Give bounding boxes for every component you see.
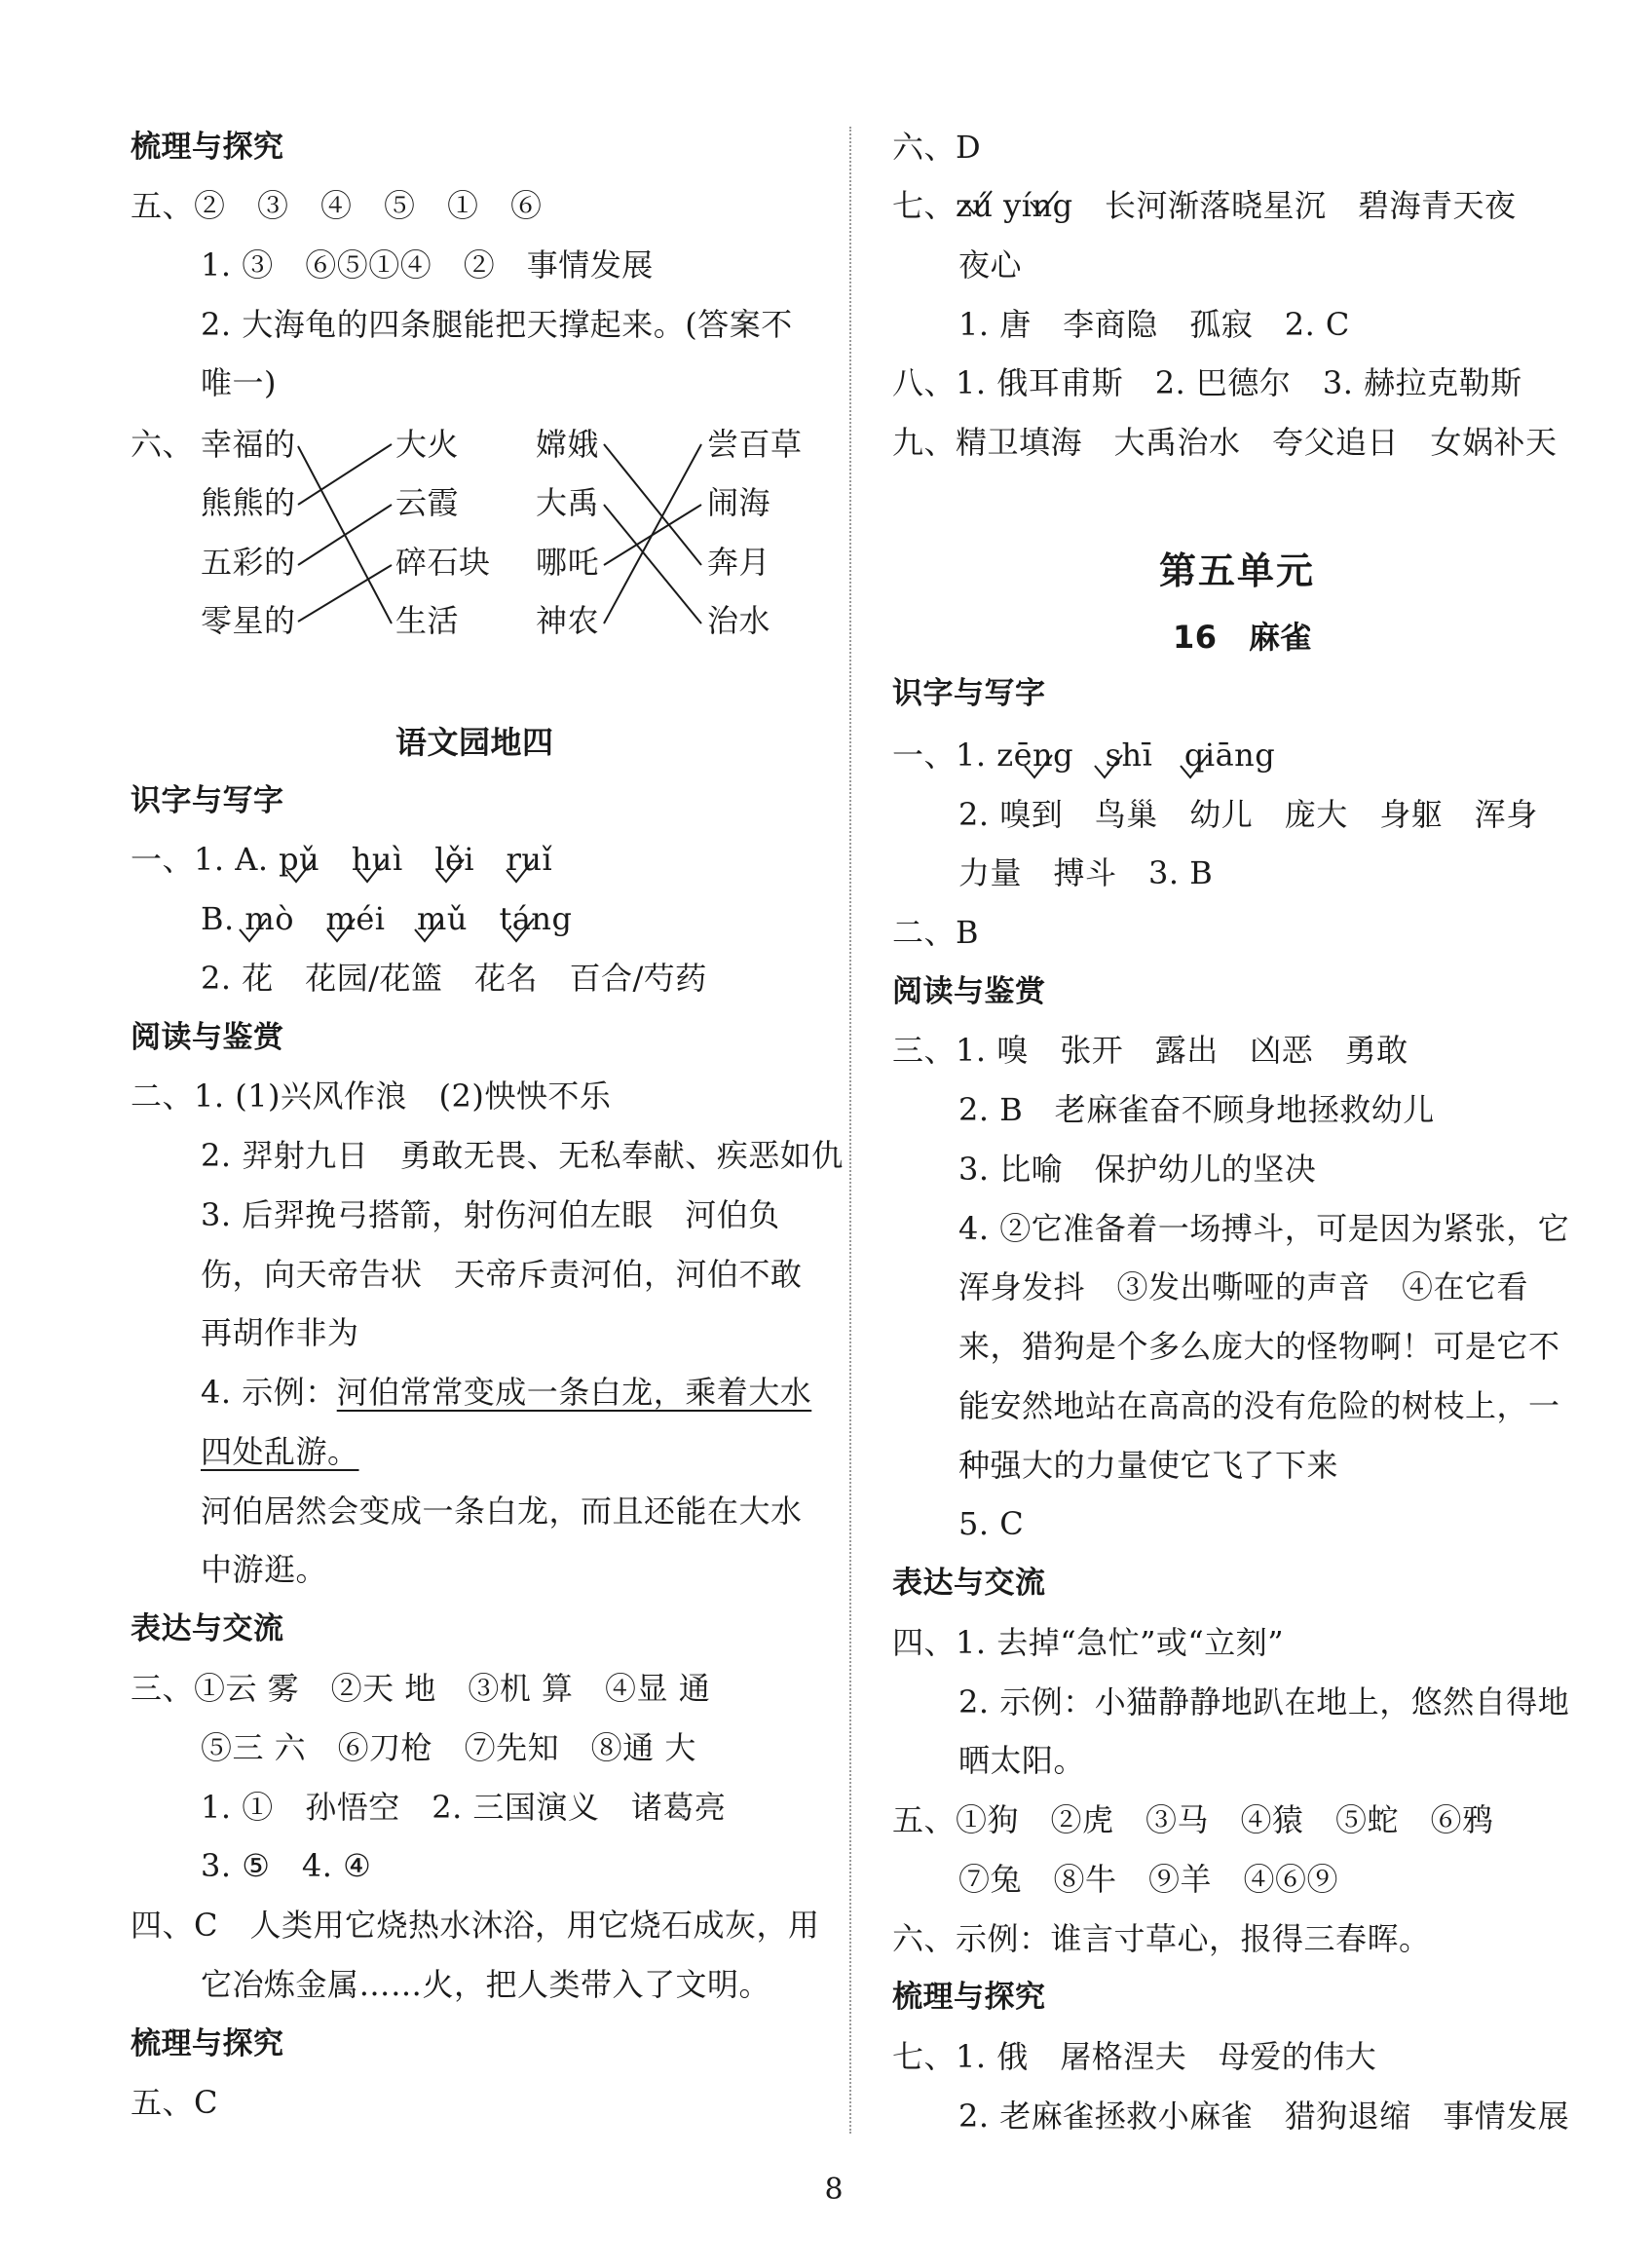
answer-line: 力量 搏斗 3. B bbox=[958, 854, 1214, 891]
answer-line: 浑身发抖 ③发出嘶哑的声音 ④在它看 bbox=[958, 1268, 1529, 1305]
answer-line: 它冶炼金属……火，把人类带入了文明。 bbox=[201, 1966, 771, 2003]
answer-line: 晒太阳。 bbox=[958, 1742, 1086, 1779]
answer-line: 六、示例：谁言寸草心，报得三春晖。 bbox=[892, 1920, 1431, 1957]
answer-line: 九、精卫填海 大禹治水 夸父追日 女娲补天 bbox=[892, 424, 1558, 461]
answer-line: 二、1. (1)兴风作浪 (2)怏怏不乐 bbox=[131, 1077, 612, 1115]
answer-line: 中游逛。 bbox=[201, 1551, 328, 1588]
section-heading: 识字与写字 bbox=[131, 783, 284, 818]
answer-line: B. mò méi mǔ táng bbox=[201, 900, 573, 937]
match-left-item: 神农 bbox=[536, 602, 600, 639]
answer-line: 五、C bbox=[131, 2084, 218, 2121]
match-left-item: 熊熊的 bbox=[201, 484, 296, 521]
answer-line: 唯一) bbox=[201, 364, 277, 401]
match-line bbox=[298, 565, 392, 622]
answer-line: 2. B 老麻雀奋不顾身地拯救幼儿 bbox=[958, 1091, 1435, 1128]
match-line bbox=[298, 505, 392, 565]
answer-line: 一、1. A. pǔ huì lěi ruǐ bbox=[131, 841, 553, 878]
answer-line: ⑤三 六 ⑥刀枪 ⑦先知 ⑧通 大 bbox=[201, 1729, 696, 1766]
unit-title: 第五单元 bbox=[1159, 548, 1316, 592]
lesson-title: 16 麻雀 bbox=[1173, 619, 1313, 656]
answer-line: 二、B bbox=[892, 914, 980, 951]
match-left-item: 五彩的 bbox=[201, 544, 296, 581]
section-heading: 梳理与探究 bbox=[892, 1980, 1046, 2015]
match-line bbox=[604, 444, 701, 565]
answer-line: 三、①云 雾 ②天 地 ③机 算 ④显 通 bbox=[131, 1670, 711, 1707]
match-line bbox=[604, 444, 701, 624]
answer-line: 1. ① 孙悟空 2. 三国演义 诸葛亮 bbox=[201, 1789, 727, 1826]
answer-line: ⑦兔 ⑧牛 ⑨羊 ④⑥⑨ bbox=[958, 1861, 1339, 1898]
match-right-item: 治水 bbox=[707, 602, 771, 639]
underlined-sentence: 四处乱游。 bbox=[201, 1433, 359, 1470]
section-heading: 梳理与探究 bbox=[131, 130, 284, 165]
answer-line: 4. ②它准备着一场搏斗，可是因为紧张，它 bbox=[958, 1210, 1570, 1247]
answer-line: 3. 后羿挽弓搭箭，射伤河伯左眼 河伯负 bbox=[201, 1196, 780, 1233]
answer-line: 四、C 人类用它烧热水沐浴，用它烧石成灰，用 bbox=[131, 1907, 820, 1944]
answer-line: 2. 示例：小猫静静地趴在地上，悠然自得地 bbox=[958, 1683, 1570, 1720]
match-left-item: 嫦娥 bbox=[536, 426, 600, 463]
answer-line: 来，猎狗是个多么庞大的怪物啊！可是它不 bbox=[958, 1328, 1560, 1365]
match-right-item: 闹海 bbox=[707, 484, 771, 521]
matching-prefix: 六、 bbox=[131, 426, 195, 463]
match-right-item: 碎石块 bbox=[395, 544, 491, 581]
match-right-item: 尝百草 bbox=[707, 426, 803, 463]
answer-line: 八、1. 俄耳甫斯 2. 巴德尔 3. 赫拉克勒斯 bbox=[892, 364, 1522, 401]
answer-line bbox=[201, 1373, 811, 1412]
answer-line: 1. ③ ⑥⑤①④ ② 事情发展 bbox=[201, 246, 654, 284]
answer-line: 六、D bbox=[892, 129, 982, 166]
answer-line: 夜心 bbox=[958, 246, 1023, 284]
match-left-item: 幸福的 bbox=[201, 426, 296, 463]
match-left-item: 哪吒 bbox=[536, 544, 600, 581]
answer-line: 七、zú yíng 长河渐落晓星沉 碧海青天夜 bbox=[892, 187, 1517, 224]
section-title: 语文园地四 bbox=[395, 724, 554, 761]
answer-line: 2. 老麻雀拯救小麻雀 猎狗退缩 事情发展 bbox=[958, 2098, 1570, 2135]
page-number: 8 bbox=[824, 2173, 844, 2207]
answer-line: 5. C bbox=[958, 1505, 1025, 1542]
answer-line: 3. ⑤ 4. ④ bbox=[201, 1847, 372, 1884]
example-prefix: 4. 示例： bbox=[201, 1374, 337, 1411]
answer-line: 1. 唐 李商隐 孤寂 2. C bbox=[958, 306, 1350, 343]
answer-line: 七、1. 俄 屠格涅夫 母爱的伟大 bbox=[892, 2038, 1377, 2075]
answer-line: 再胡作非为 bbox=[201, 1314, 359, 1351]
answer-line: 能安然地站在高高的没有危险的树枝上，一 bbox=[958, 1387, 1560, 1424]
section-heading: 识字与写字 bbox=[892, 676, 1046, 711]
answer-line: 3. 比喻 保护幼儿的坚决 bbox=[958, 1151, 1317, 1188]
answer-line: 三、1. 嗅 张开 露出 凶恶 勇敢 bbox=[892, 1032, 1408, 1069]
section-heading: 表达与交流 bbox=[131, 1611, 284, 1646]
section-heading: 梳理与探究 bbox=[131, 2026, 284, 2061]
answer-line: 河伯居然会变成一条白龙，而且还能在大水 bbox=[201, 1493, 803, 1530]
answer-line: 一、1. zēng shī qiāng bbox=[892, 737, 1276, 774]
match-right-item: 生活 bbox=[395, 602, 460, 639]
answer-line: 五、①狗 ②虎 ③马 ④猿 ⑤蛇 ⑥鸦 bbox=[892, 1801, 1494, 1838]
column-divider bbox=[849, 127, 851, 2134]
match-line bbox=[604, 505, 701, 624]
answer-line: 种强大的力量使它飞了下来 bbox=[958, 1447, 1339, 1484]
section-heading: 阅读与鉴赏 bbox=[131, 1020, 284, 1055]
match-left-item: 大禹 bbox=[536, 484, 600, 521]
match-right-item: 大火 bbox=[395, 426, 460, 463]
section-heading: 阅读与鉴赏 bbox=[892, 974, 1046, 1009]
answer-line: 四、1. 去掉“急忙”或“立刻” bbox=[892, 1624, 1285, 1661]
answer-line: 2. 羿射九日 勇敢无畏、无私奉献、疾恶如仇 bbox=[201, 1137, 844, 1174]
answer-line: 2. 花 花园/花篮 花名 百合/芍药 bbox=[201, 960, 707, 997]
answer-line: 2. 嗅到 鸟巢 幼儿 庞大 身躯 浑身 bbox=[958, 796, 1538, 833]
match-left-item: 零星的 bbox=[201, 602, 296, 639]
underlined-sentence: 河伯常常变成一条白龙，乘着大水 bbox=[336, 1374, 812, 1411]
section-heading: 表达与交流 bbox=[892, 1566, 1046, 1601]
match-right-item: 云霞 bbox=[395, 484, 460, 521]
answer-line: 伤，向天帝告状 天帝斥责河伯，河伯不敢 bbox=[201, 1256, 803, 1293]
answer-line: 2. 大海龟的四条腿能把天撑起来。(答案不 bbox=[201, 306, 793, 343]
match-right-item: 奔月 bbox=[707, 544, 771, 581]
answer-line: 五、② ③ ④ ⑤ ① ⑥ bbox=[131, 187, 543, 224]
